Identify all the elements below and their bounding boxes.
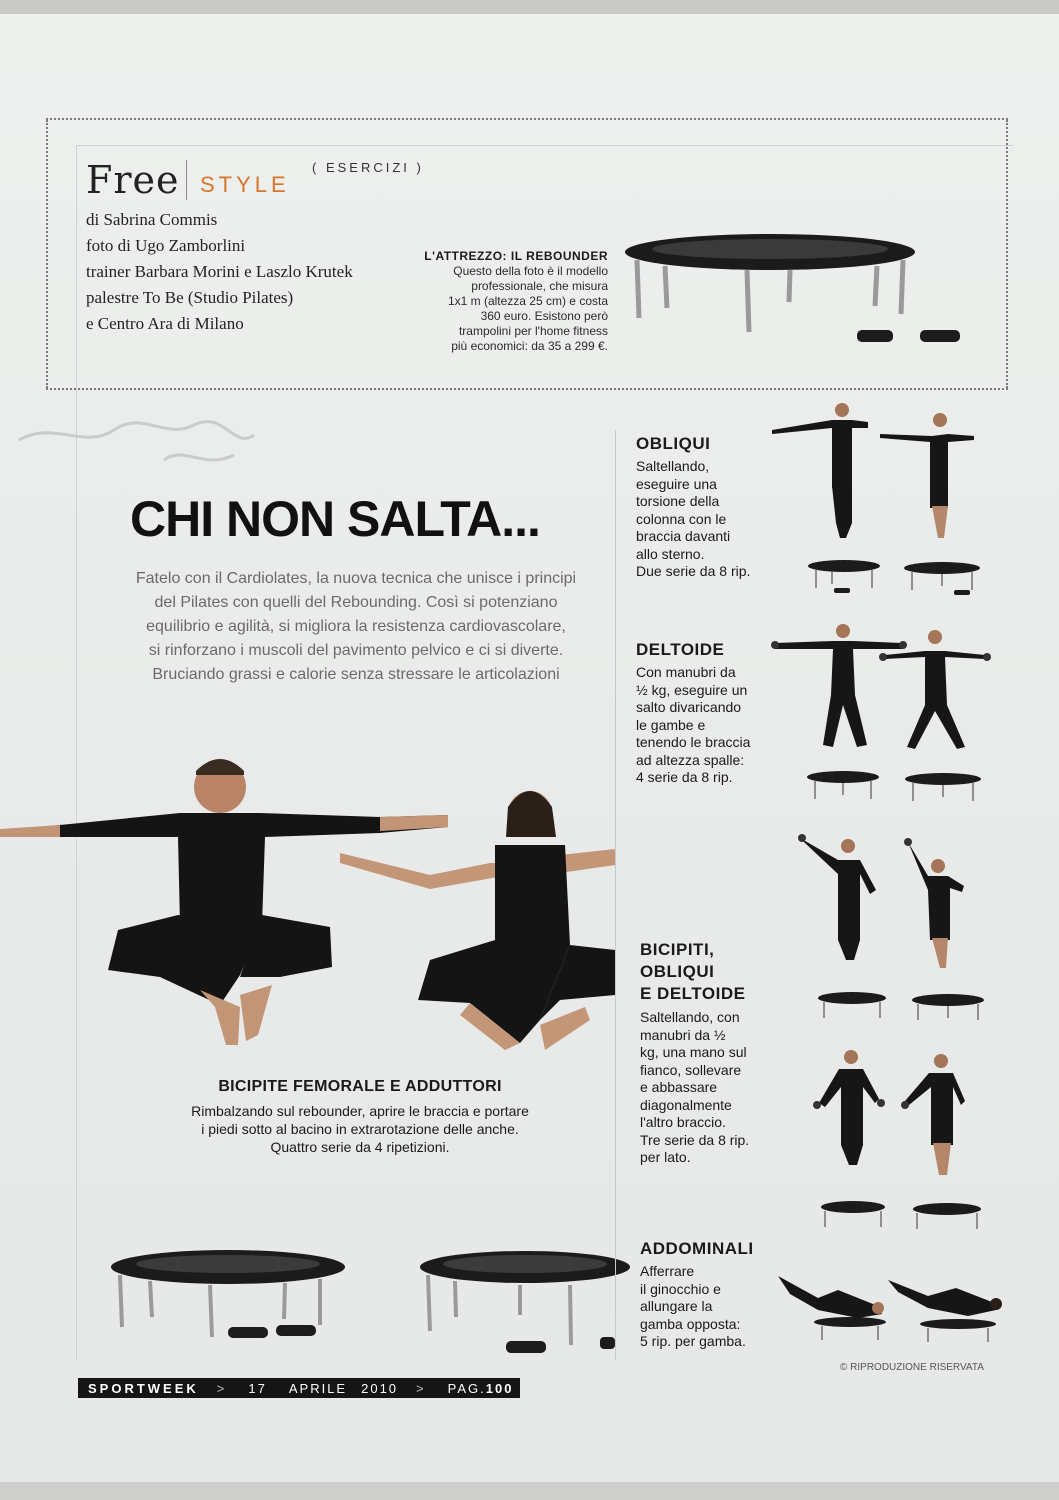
exercise-line: 5 rip. per gamba. <box>640 1333 746 1349</box>
exercise-line: salto divaricando <box>636 699 742 715</box>
equipment-line: trampolini per l'home fitness <box>458 324 608 338</box>
main-exercise-line: Quattro serie da 4 ripetizioni. <box>270 1139 450 1155</box>
equipment-line: professionale, che misura <box>471 279 608 293</box>
exercise-line: eseguire una <box>636 475 717 492</box>
signature-scribble <box>14 410 264 480</box>
equipment-line: 1x1 m (altezza 25 cm) e costa <box>447 294 608 308</box>
credits <box>86 207 353 337</box>
issue-month: APRILE <box>288 1380 348 1396</box>
exercise-title-line: DELTOIDE <box>636 640 725 659</box>
exercise-line: kg, una mano sul <box>640 1044 747 1060</box>
exercise-line: ad altezza spalle: <box>636 751 745 768</box>
exercise-line: le gambe e <box>636 716 706 733</box>
exercise-description-addominali <box>640 1263 746 1351</box>
equipment-line: Questo della foto è il modello <box>453 264 608 278</box>
copyright-notice: © RIPRODUZIONE RISERVATA <box>840 1362 984 1373</box>
section-tag: ( ESERCIZI ) <box>312 160 424 175</box>
equipment-title: L'ATTREZZO: IL REBOUNDER <box>424 249 608 263</box>
exercise-title-line: E DELTOIDE <box>640 984 746 1003</box>
rebounders-bottom-image <box>110 1245 615 1360</box>
intro-line: Fatelo con il Cardiolates, la nuova tecnica che unisce i principi <box>135 570 577 587</box>
exercise-title-line: OBLIQUI <box>640 962 715 981</box>
exercise-line: per lato. <box>640 1149 691 1165</box>
exercise-line: Con manubri da <box>636 664 736 680</box>
scan-edge-top <box>0 0 1059 14</box>
exercise-photo-bicipiti-upper <box>790 830 990 1025</box>
main-exercise-description <box>150 1102 570 1156</box>
exercise-line: gamba opposta: <box>640 1315 741 1332</box>
magazine-name: SPORTWEEK <box>88 1380 199 1396</box>
page-number: 100 <box>485 1380 514 1396</box>
intro-line: equilibrio e agilità, si migliora la resistenza cardiovascolare, <box>146 618 566 635</box>
header-box-left-border <box>46 120 48 388</box>
exercise-line: 4 serie da 8 rip. <box>636 769 733 785</box>
brand-divider <box>186 160 187 200</box>
intro-line: Bruciando grassi e calorie senza stressare le articolazioni <box>152 666 560 683</box>
header-box-right-border <box>1006 120 1008 388</box>
exercise-line: ½ kg, eseguire un <box>636 681 748 698</box>
credit-line: trainer Barbara Morini e Laszlo Krutek <box>86 262 353 281</box>
exercise-line: Saltellando, con <box>640 1009 740 1025</box>
exercise-line: fianco, sollevare <box>640 1061 742 1078</box>
exercise-line: il ginocchio e <box>640 1280 721 1297</box>
footer-separator: > <box>416 1380 426 1396</box>
exercise-line: manubri da ½ <box>640 1026 726 1043</box>
exercise-line: l'altro braccio. <box>640 1114 726 1130</box>
exercise-photo-deltoide <box>775 615 1000 810</box>
rebounder-product-image <box>625 230 925 350</box>
exercise-line: Due serie da 8 rip. <box>636 563 751 579</box>
exercise-title-line: ADDOMINALI <box>640 1239 754 1258</box>
intro-paragraph <box>96 567 616 687</box>
exercise-title-line: OBLIQUI <box>636 434 711 453</box>
equipment-description <box>400 264 608 354</box>
equipment-line: più economici: da 35 a 299 €. <box>451 339 608 353</box>
exercise-title-obliqui <box>636 433 710 455</box>
main-exercise-line: i piedi sotto al bacino in extrarotazione delle anche. <box>201 1121 519 1137</box>
credit-line: foto di Ugo Zamborlini <box>86 236 246 255</box>
exercise-line: braccia davanti <box>636 528 731 544</box>
exercise-photo-addominali <box>778 1262 1008 1344</box>
exercise-line: colonna con le <box>636 510 727 527</box>
exercise-description-obliqui <box>636 458 750 581</box>
section-brand: Free <box>86 158 180 202</box>
section-style-label: STYLE <box>200 172 290 197</box>
exercise-title-deltoide <box>636 639 724 661</box>
exercise-line: torsione della <box>636 493 720 509</box>
credit-line: palestre To Be (Studio Pilates) <box>86 288 294 307</box>
exercise-line: allo sterno. <box>636 545 705 562</box>
issue-year: 2010 <box>361 1380 399 1396</box>
exercise-photo-bicipiti-lower <box>805 1045 995 1230</box>
exercise-line: Tre serie da 8 rip. <box>640 1131 750 1148</box>
page-prefix: PAG. <box>447 1380 486 1396</box>
footer-separator: > <box>216 1380 227 1396</box>
credit-line: di Sabrina Commis <box>86 210 218 229</box>
credit-line: e Centro Ara di Milano <box>86 314 244 333</box>
exercise-title-addominali <box>640 1238 754 1260</box>
exercise-line: diagonalmente <box>640 1096 732 1113</box>
intro-line: del Pilates con quelli del Rebounding. Così si potenziano <box>154 594 558 611</box>
equipment-line: 360 euro. Esistono però <box>480 309 608 323</box>
exercise-line: allungare la <box>640 1298 713 1314</box>
headline: CHI NON SALTA... <box>130 491 540 547</box>
intro-line: si rinforzano i muscoli del pavimento pelvico e ci si diverte. <box>148 642 564 659</box>
column-divider <box>615 430 616 1360</box>
exercise-title-bicipiti-obliqui-deltoide <box>640 939 745 1005</box>
main-exercise-title: BICIPITE FEMORALE E ADDUTTORI <box>218 1078 502 1095</box>
exercise-photo-obliqui <box>772 398 992 598</box>
exercise-description-deltoide <box>636 664 750 787</box>
exercise-title-line: BICIPITI, <box>640 940 715 959</box>
footer-bar <box>78 1378 520 1398</box>
scan-edge-bottom <box>0 1482 1059 1500</box>
exercise-line: e abbassare <box>640 1079 718 1095</box>
exercise-line: Afferrare <box>640 1263 695 1279</box>
main-exercise-line: Rimbalzando sul rebounder, aprire le braccia e portare <box>191 1103 529 1119</box>
main-photo-jumping <box>0 745 615 1070</box>
exercise-description-bicipiti-obliqui-deltoide <box>640 1009 749 1167</box>
issue-day: 17 <box>248 1380 267 1396</box>
exercise-line: Saltellando, <box>636 458 710 474</box>
exercise-line: tenendo le braccia <box>636 734 751 750</box>
